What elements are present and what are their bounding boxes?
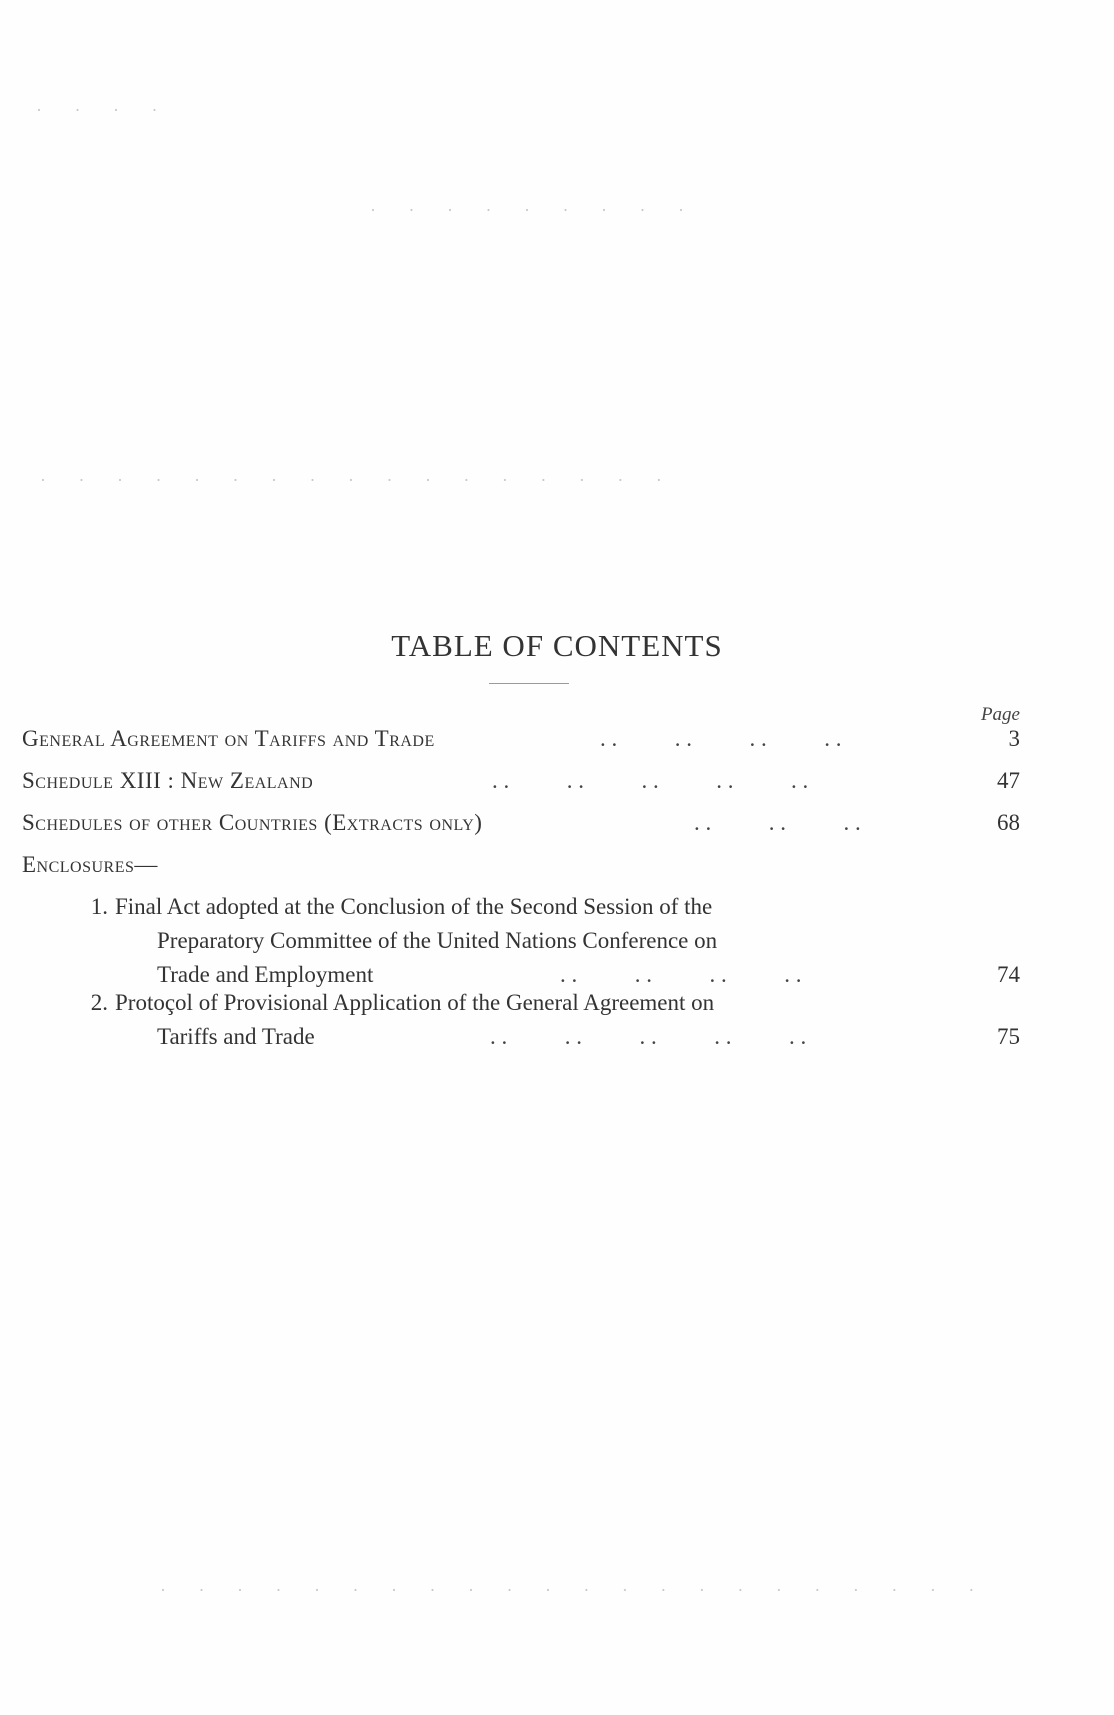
toc-title: TABLE OF CONTENTS	[391, 628, 723, 663]
toc-entry-enclosures	[22, 848, 1020, 882]
title-rule	[489, 683, 569, 684]
toc-entry-page: 75	[997, 1024, 1020, 1049]
toc-entry-label: Schedule XIII : New Zealand	[22, 768, 314, 793]
enclosure-text-line: Protoçol of Provisional Application of the General Agreement on	[115, 990, 715, 1015]
toc-entry-page: 68	[997, 810, 1020, 835]
enclosure-text-line: Tariffs and Trade	[157, 1024, 315, 1049]
print-specks-bottom: · · · · · · · · · · · · · · · · · · · · · ·	[160, 1580, 989, 1600]
toc-entry-schedule-xiii[interactable]	[22, 764, 1020, 798]
toc-entry-label: General Agreement on Tariffs and Trade	[22, 726, 435, 751]
print-specks-mid: · · · · · · · · · · · · · · · · ·	[40, 470, 676, 490]
toc-entry-label: Schedules of other Countries (Extracts only)	[22, 810, 483, 835]
toc-entry-label: Enclosures—	[22, 852, 158, 877]
dot-leader: . . . . . . . . . .	[490, 1024, 807, 1049]
toc-enclosure-2[interactable]	[60, 986, 1020, 1062]
enclosure-number: 2.	[90, 990, 108, 1015]
dot-leader: . . . . . .	[694, 810, 861, 835]
dot-leader: . . . . . . . .	[600, 726, 842, 751]
toc-entry-page: 74	[997, 962, 1020, 987]
toc-entry-page: 47	[997, 768, 1020, 793]
toc-entry-page: 3	[1008, 726, 1020, 751]
toc-enclosure-1[interactable]	[60, 890, 1020, 1000]
dot-leader: . . . . . . . .	[560, 962, 802, 987]
dot-leader: . . . . . . . . . .	[492, 768, 809, 793]
print-specks-header: · · · · · · · · ·	[370, 200, 698, 220]
enclosure-text-line: Trade and Employment	[157, 962, 374, 987]
enclosure-text-line: Preparatory Committee of the United Nations Conference on	[157, 928, 718, 953]
print-specks-top: · · · ·	[36, 100, 172, 120]
toc-entry-general-agreement[interactable]	[22, 722, 1020, 756]
enclosure-text-line: Final Act adopted at the Conclusion of the Second Session of the	[115, 894, 713, 919]
toc-entry-schedules-other[interactable]	[22, 806, 1020, 840]
page-column-label: Page	[980, 704, 1020, 725]
enclosure-number: 1.	[90, 894, 108, 919]
